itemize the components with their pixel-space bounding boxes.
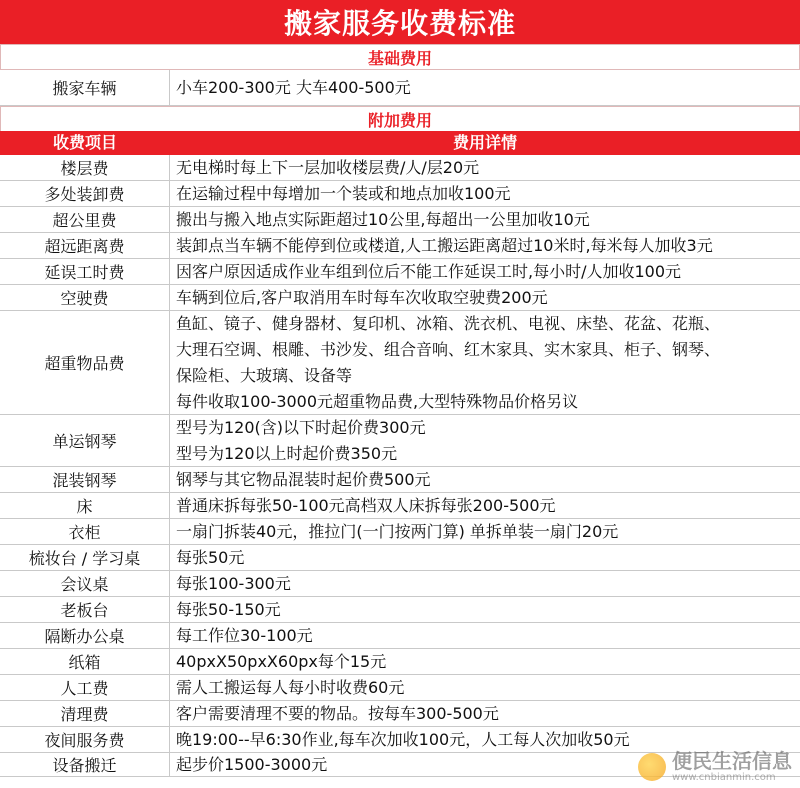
- item-detail-line: 型号为120(含)以下时起价费300元: [176, 417, 426, 437]
- item-name: 超重物品费: [0, 311, 170, 414]
- table-row: [0, 493, 800, 519]
- item-name: 衣柜: [0, 519, 170, 544]
- table-row: [0, 311, 800, 415]
- table-row: [0, 70, 800, 106]
- item-name: 清理费: [0, 701, 170, 726]
- item-name: 会议桌: [0, 571, 170, 596]
- item-detail-line: 每张100-300元: [176, 573, 291, 593]
- header-detail: 费用详情: [452, 133, 517, 152]
- watermark: [638, 750, 792, 784]
- item-detail-line: 每件收取100-3000元超重物品费,大型特殊物品价格另议: [176, 391, 579, 411]
- item-detail-line: 装卸点当车辆不能停到位或楼道,人工搬运距离超过10米时,每米每人加收3元: [176, 235, 713, 255]
- table-row: [0, 285, 800, 311]
- item-name: 搬家车辆: [0, 70, 170, 105]
- item-detail-line: 无电梯时每上下一层加收楼层费/人/层20元: [176, 157, 480, 177]
- watermark-url: www.cnbianmin.com: [672, 772, 776, 783]
- item-detail-line: 大理石空调、根雕、书沙发、组合音响、红木家具、实木家具、柜子、钢琴、: [176, 339, 721, 359]
- table-row: [0, 545, 800, 571]
- table-row: [0, 519, 800, 545]
- table-row: [0, 155, 800, 181]
- item-name: 老板台: [0, 597, 170, 622]
- item-name: 楼层费: [0, 155, 170, 180]
- item-name: 纸箱: [0, 649, 170, 674]
- table-row: [0, 649, 800, 675]
- item-detail-line: 搬出与搬入地点实际距超过10公里,每超出一公里加收10元: [176, 209, 590, 229]
- item-detail-line: 需人工搬运每人每小时收费60元: [176, 677, 405, 697]
- item-detail-line: 在运输过程中每增加一个装或和地点加收100元: [176, 183, 511, 203]
- table-row: [0, 259, 800, 285]
- item-name: 梳妆台 / 学习桌: [0, 545, 170, 570]
- item-detail-line: 因客户原因适成作业车组到位后不能工作延误工时,每小时/人加收100元: [176, 261, 682, 281]
- table-row: [0, 467, 800, 493]
- item-detail-line: 车辆到位后,客户取消用车时每车次收取空驶费200元: [176, 287, 548, 307]
- item-name: 混装钢琴: [0, 467, 170, 492]
- extra-fee-section: 附加费用: [0, 106, 800, 132]
- table-header: [0, 131, 800, 155]
- item-name: 空驶费: [0, 285, 170, 310]
- item-detail-line: 保险柜、大玻璃、设备等: [176, 365, 353, 385]
- item-name: 床: [0, 493, 170, 518]
- basic-fee-section: 基础费用: [0, 44, 800, 70]
- item-name: 多处装卸费: [0, 181, 170, 206]
- item-detail-line: 晚19:00--早6:30作业,每车次加收100元，人工每人次加收50元: [176, 729, 630, 749]
- table-row: [0, 701, 800, 727]
- item-name: 单运钢琴: [0, 415, 170, 466]
- item-detail-line: 客户需要清理不要的物品。按每车300-500元: [176, 703, 499, 723]
- item-detail-line: 型号为120以上时起价费350元: [176, 443, 398, 463]
- table-row: [0, 597, 800, 623]
- table-row: [0, 623, 800, 649]
- watermark-text: 便民生活信息: [672, 749, 792, 773]
- table-row: [0, 415, 800, 467]
- item-detail-line: 钢琴与其它物品混装时起价费500元: [176, 469, 431, 489]
- table-row: [0, 675, 800, 701]
- header-item: 收费项目: [52, 133, 117, 152]
- item-name: 人工费: [0, 675, 170, 700]
- item-name: 夜间服务费: [0, 727, 170, 752]
- item-name: 超远距离费: [0, 233, 170, 258]
- item-name: 延误工时费: [0, 259, 170, 284]
- item-name: 设备搬迁: [0, 753, 170, 776]
- item-name: 隔断办公桌: [0, 623, 170, 648]
- item-detail: 小车200-300元 大车400-500元: [176, 77, 411, 97]
- table-row: [0, 207, 800, 233]
- item-detail-line: 每张50元: [176, 547, 245, 567]
- item-detail-line: 起步价1500-3000元: [176, 754, 328, 774]
- table-row: [0, 571, 800, 597]
- page-title: 搬家服务收费标准: [0, 0, 800, 44]
- item-detail-line: 每工作位30-100元: [176, 625, 313, 645]
- item-detail-line: 40pxX50pxX60px每个15元: [176, 651, 387, 671]
- item-detail-line: 一扇门拆装40元，推拉门(一门按两门算) 单拆单装一扇门20元: [176, 521, 619, 541]
- item-detail-line: 鱼缸、镜子、健身器材、复印机、冰箱、洗衣机、电视、床垫、花盆、花瓶、: [176, 313, 721, 333]
- table-row: [0, 233, 800, 259]
- item-detail-line: 每张50-150元: [176, 599, 281, 619]
- item-name: 超公里费: [0, 207, 170, 232]
- table-row: [0, 181, 800, 207]
- item-detail-line: 普通床拆每张50-100元高档双人床拆每张200-500元: [176, 495, 556, 515]
- watermark-logo-icon: [638, 753, 666, 781]
